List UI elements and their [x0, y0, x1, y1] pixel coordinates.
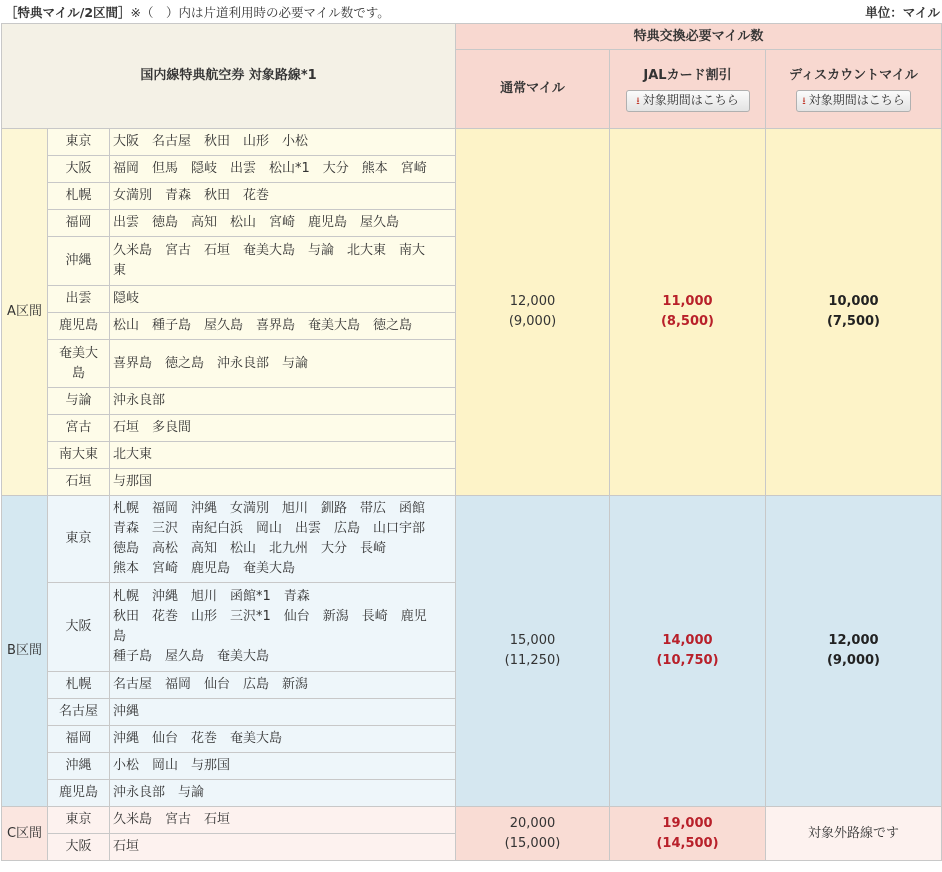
round-trip-miles: 12,000	[509, 294, 556, 309]
destination-line: 青森 三沢 南紀白浜 岡山 出雲 広島 山口宇部	[113, 521, 426, 536]
destination-line: 隠岐	[113, 291, 140, 306]
one-way-miles: (7,500)	[826, 314, 880, 329]
destination-line: 松山 種子島 屋久島 喜界島 奄美大島 徳之島	[113, 318, 413, 333]
destination-line: 沖縄 仙台 花巻 奄美大島	[113, 731, 283, 746]
destinations-cell	[110, 415, 456, 442]
section-a-normal-miles	[456, 129, 610, 496]
destination-line: 福岡 但馬 隠岐 出雲 松山*1 大分 熊本 宮崎	[113, 161, 427, 176]
destination-line: 与那国	[113, 474, 153, 489]
destination-line: 久米島 宮古 石垣 奄美大島 与論 北大東 南大	[113, 243, 426, 258]
destinations-cell	[110, 834, 456, 861]
destinations-cell	[110, 699, 456, 726]
section-a-jal-miles	[610, 129, 766, 496]
origin-cell: 沖縄	[48, 753, 110, 780]
destinations-cell	[110, 469, 456, 496]
round-trip-miles: 12,000	[828, 633, 879, 648]
origin-cell: 東京	[48, 496, 110, 583]
section-b-jal-miles	[610, 496, 766, 807]
origin-cell: 鹿児島	[48, 313, 110, 340]
destinations-cell	[110, 340, 456, 388]
origin-cell: 札幌	[48, 183, 110, 210]
download-icon: ⭳	[636, 96, 640, 107]
origin-cell: 札幌	[48, 672, 110, 699]
destination-line: 久米島 宮古 石垣	[113, 812, 231, 827]
origin-cell: 大阪	[48, 834, 110, 861]
jal-discount-header	[610, 50, 766, 129]
destination-line: 東	[113, 263, 127, 278]
destinations-cell	[110, 183, 456, 210]
origin-cell: 南大東	[48, 442, 110, 469]
one-way-miles: (10,750)	[656, 653, 719, 668]
destination-line: 小松 岡山 与那国	[113, 758, 231, 773]
origin-text: 奄美大島	[58, 345, 98, 381]
destinations-cell	[110, 583, 456, 672]
destination-line: 喜界島 徳之島 沖永良部 与論	[113, 355, 309, 371]
section-c-label: C区間	[2, 807, 48, 861]
round-trip-miles: 20,000	[509, 815, 556, 831]
table-caption	[5, 3, 390, 21]
unit-label: 単位：マイル	[865, 5, 940, 20]
top-caption-bar	[0, 0, 942, 23]
destination-line: 大阪 名古屋 秋田 山形 小松	[113, 134, 309, 149]
destinations-cell	[110, 210, 456, 237]
destination-line: 沖縄	[113, 704, 140, 719]
origin-cell: 名古屋	[48, 699, 110, 726]
section-b-label: B区間	[2, 496, 48, 807]
miles-group-header: 特典交換必要マイル数	[456, 24, 942, 50]
destination-line: 島	[113, 629, 127, 644]
destination-line: 熊本 宮崎 鹿児島 奄美大島	[113, 561, 296, 576]
destination-line: 出雲 徳島 高知 松山 宮崎 鹿児島 屋久島	[113, 215, 400, 230]
destinations-cell	[110, 156, 456, 183]
destination-line: 沖永良部	[113, 393, 166, 408]
download-icon: ⭳	[802, 96, 806, 107]
normal-miles-header: 通常マイル	[456, 50, 610, 129]
jal-period-button[interactable]	[626, 90, 750, 112]
discount-miles-title: ディスカウントマイル	[789, 68, 918, 83]
section-a-discount-miles	[766, 129, 942, 496]
origin-cell: 大阪	[48, 156, 110, 183]
round-trip-miles: 15,000	[509, 633, 556, 648]
route-column-header: 国内線特典航空券 対象路線*1	[2, 24, 456, 129]
destination-line: 北大東	[113, 447, 153, 462]
origin-cell: 東京	[48, 807, 110, 834]
origin-cell: 大阪	[48, 583, 110, 672]
section-a-label: A区間	[2, 129, 48, 496]
destination-line: 名古屋 福岡 仙台 広島 新潟	[113, 677, 309, 692]
destinations-cell	[110, 129, 456, 156]
caption-title: ［特典マイル/2区間］	[5, 5, 131, 20]
destinations-cell	[110, 753, 456, 780]
destinations-cell	[110, 442, 456, 469]
one-way-miles: (9,000)	[826, 653, 880, 668]
origin-cell: 福岡	[48, 726, 110, 753]
destinations-cell	[110, 286, 456, 313]
origin-cell: 福岡	[48, 210, 110, 237]
section-b-normal-miles	[456, 496, 610, 807]
destination-line: 沖永良部 与論	[113, 785, 205, 800]
origin-cell	[48, 340, 110, 388]
section-b-discount-miles	[766, 496, 942, 807]
destinations-cell	[110, 780, 456, 807]
discount-miles-header	[766, 50, 942, 129]
one-way-miles: (15,000)	[504, 835, 561, 851]
jal-discount-title: JALカード割引	[643, 68, 732, 83]
destinations-cell	[110, 807, 456, 834]
destination-line: 秋田 花巻 山形 三沢*1 仙台 新潟 長崎 鹿児	[113, 609, 427, 624]
destinations-cell	[110, 388, 456, 415]
round-trip-miles: 10,000	[828, 294, 879, 309]
destination-line: 札幌 福岡 沖縄 女満別 旭川 釧路 帯広 函館	[113, 501, 426, 516]
destinations-cell	[110, 313, 456, 340]
round-trip-miles: 11,000	[662, 294, 713, 309]
destination-line: 徳島 高松 高知 松山 北九州 大分 長崎	[113, 541, 387, 556]
round-trip-miles: 19,000	[662, 815, 713, 831]
destination-line: 札幌 沖縄 旭川 函館*1 青森	[113, 589, 310, 604]
one-way-miles: (14,500)	[656, 835, 719, 851]
one-way-miles: (11,250)	[504, 653, 561, 668]
jal-period-label: 対象期間はこちら	[642, 93, 739, 107]
section-c-discount-not-applicable: 対象外路線です	[766, 807, 942, 861]
origin-cell: 石垣	[48, 469, 110, 496]
destination-line: 種子島 屋久島 奄美大島	[113, 649, 270, 664]
round-trip-miles: 14,000	[662, 633, 713, 648]
caption-note: ※（ ）内は片道利用時の必要マイル数です。	[130, 5, 390, 20]
origin-cell: 東京	[48, 129, 110, 156]
destination-line: 女満別 青森 秋田 花巻	[113, 188, 270, 203]
section-c-normal-miles	[456, 807, 610, 861]
destinations-cell	[110, 496, 456, 583]
one-way-miles: (8,500)	[660, 314, 714, 329]
origin-cell: 沖縄	[48, 237, 110, 286]
destinations-cell	[110, 237, 456, 286]
award-miles-table	[1, 23, 942, 861]
origin-cell: 出雲	[48, 286, 110, 313]
discount-period-label: 対象期間はこちら	[808, 93, 905, 107]
one-way-miles: (9,000)	[508, 314, 557, 329]
section-c-jal-miles	[610, 807, 766, 861]
discount-period-button[interactable]	[796, 90, 911, 112]
destination-line: 石垣 多良間	[113, 420, 192, 435]
origin-cell: 与論	[48, 388, 110, 415]
destinations-cell	[110, 726, 456, 753]
destinations-cell	[110, 672, 456, 699]
origin-cell: 宮古	[48, 415, 110, 442]
origin-cell: 鹿児島	[48, 780, 110, 807]
destination-line: 石垣	[113, 839, 140, 854]
